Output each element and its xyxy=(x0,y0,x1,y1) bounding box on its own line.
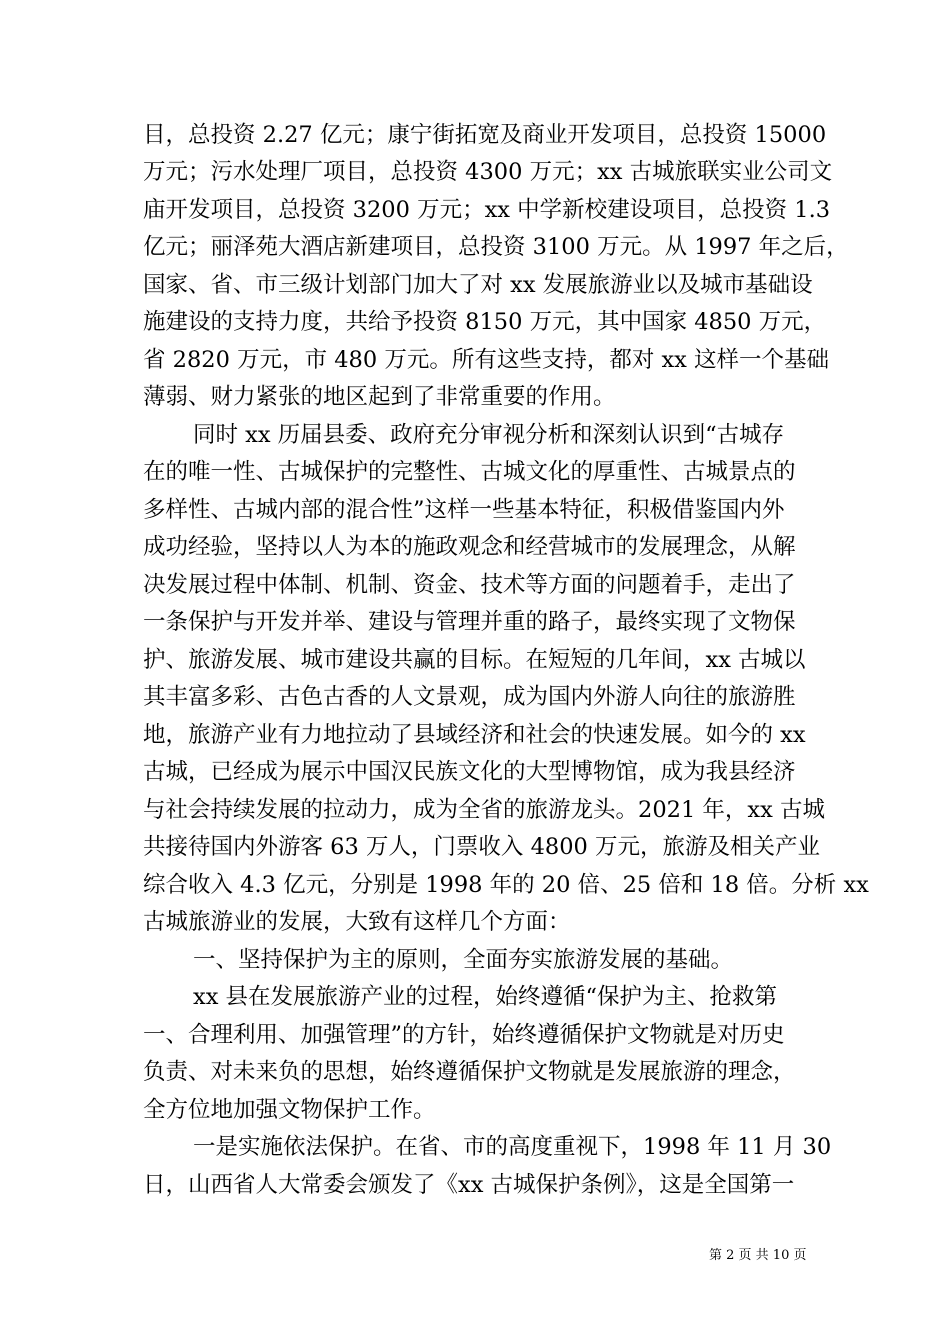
text-line: 多样性、古城内部的混合性”这样一些基本特征，积极借鉴国内外 xyxy=(143,497,785,523)
text-line: 负责、对未来负的思想，始终遵循保护文物就是发展旅游的理念， xyxy=(143,1059,796,1085)
text-line: 决发展过程中体制、机制、资金、技术等方面的问题着手，走出了 xyxy=(143,572,796,598)
page-number-footer: 第 2 页 共 10 页 xyxy=(709,1248,807,1263)
text-line: 地，旅游产业有力地拉动了县域经济和社会的快速发展。如今的 xx xyxy=(143,722,806,748)
text-line: 国家、省、市三级计划部门加大了对 xx 发展旅游业以及城市基础设 xyxy=(143,272,813,298)
text-line: 一、合理利用、加强管理”的方针，始终遵循保护文物就是对历史 xyxy=(143,1022,785,1048)
text-line: 古城旅游业的发展，大致有这样几个方面： xyxy=(143,909,571,935)
text-line: 薄弱、财力紧张的地区起到了非常重要的作用。 xyxy=(143,384,616,410)
paragraph-first-line: 同时 xx 历届县委、政府充分审视分析和深刻认识到“古城存 xyxy=(193,422,785,448)
text-line: 与社会持续发展的拉动力，成为全省的旅游龙头。2021 年，xx 古城 xyxy=(143,797,825,823)
text-line: 一条保护与开发并举、建设与管理并重的路子，最终实现了文物保 xyxy=(143,609,796,635)
text-line: 万元；污水处理厂项目，总投资 4300 万元；xx 古城旅联实业公司文 xyxy=(143,159,833,185)
text-line: 成功经验，坚持以人为本的施政观念和经营城市的发展理念，从解 xyxy=(143,534,796,560)
text-line: 施建设的支持力度，共给予投资 8150 万元，其中国家 4850 万元， xyxy=(143,309,827,335)
text-line: 护、旅游发展、城市建设共赢的目标。在短短的几年间，xx 古城以 xyxy=(143,647,806,673)
section-heading: 一、坚持保护为主的原则，全面夯实旅游发展的基础。 xyxy=(193,947,734,973)
paragraph-first-line: 一是实施依法保护。在省、市的高度重视下，1998 年 11 月 30 xyxy=(193,1134,832,1160)
text-line: 共接待国内外游客 63 万人，门票收入 4800 万元，旅游及相关产业 xyxy=(143,834,821,860)
text-line: 目，总投资 2.27 亿元；康宁街拓宽及商业开发项目，总投资 15000 xyxy=(143,122,827,148)
text-line: 亿元；丽泽苑大酒店新建项目，总投资 3100 万元。从 1997 年之后， xyxy=(143,234,849,260)
text-line: 全方位地加强文物保护工作。 xyxy=(143,1097,436,1123)
text-line: 在的唯一性、古城保护的完整性、古城文化的厚重性、古城景点的 xyxy=(143,459,796,485)
text-line: 古城，已经成为展示中国汉民族文化的大型博物馆，成为我县经济 xyxy=(143,759,796,785)
text-line: 其丰富多彩、古色古香的人文景观，成为国内外游人向往的旅游胜 xyxy=(143,684,796,710)
text-line: 日，山西省人大常委会颁发了《xx 古城保护条例》，这是全国第一 xyxy=(143,1172,795,1198)
text-line: 省 2820 万元，市 480 万元。所有这些支持，都对 xx 这样一个基础 xyxy=(143,347,829,373)
text-line: 庙开发项目，总投资 3200 万元；xx 中学新校建设项目，总投资 1.3 xyxy=(143,197,831,223)
paragraph-first-line: xx 县在发展旅游产业的过程，始终遵循“保护为主、抢救第 xyxy=(193,984,778,1010)
text-line: 综合收入 4.3 亿元，分别是 1998 年的 20 倍、25 倍和 18 倍。分析 xx xyxy=(143,872,869,898)
